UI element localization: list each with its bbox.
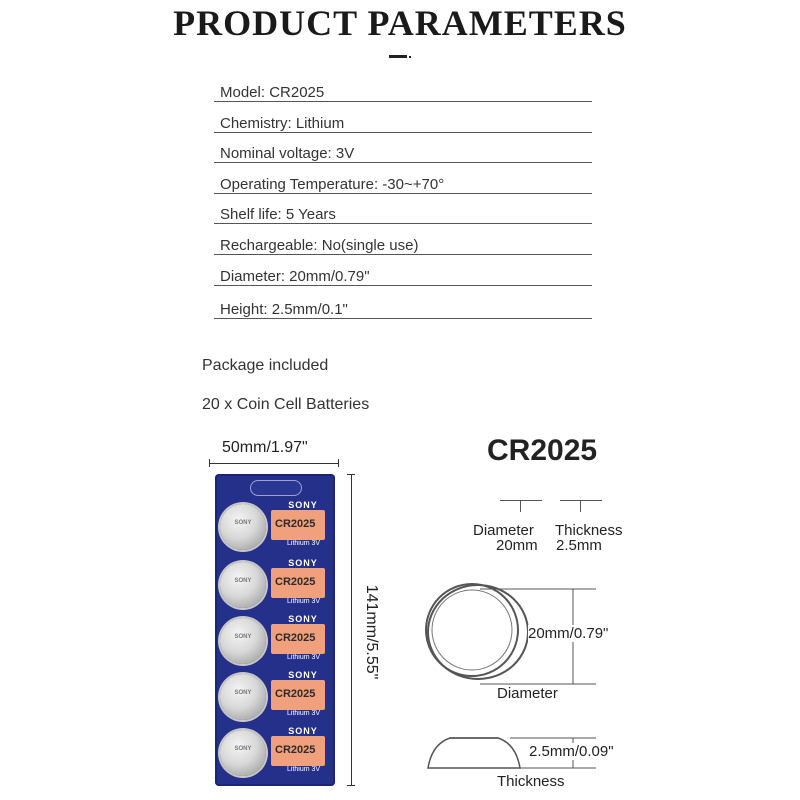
cell-sub: Lithium 3V <box>287 710 321 717</box>
pack-height-tick-top <box>347 474 355 475</box>
cell-sub: Lithium 3V <box>287 654 321 661</box>
pack-width-label: 50mm/1.97" <box>222 439 308 456</box>
cell-model: CR2025 <box>275 576 316 588</box>
thickness-marker-line <box>560 500 602 501</box>
coin-cell-icon <box>220 674 266 720</box>
cell-model: CR2025 <box>275 744 316 756</box>
brand-logo: SONY <box>288 500 318 510</box>
cell-sub: Lithium 3V <box>287 540 321 547</box>
package-title: Package included <box>202 357 329 374</box>
param-text: Shelf life: 5 Years <box>220 206 336 223</box>
diameter-head: Diameter <box>473 522 534 539</box>
coin-mark: SONY <box>234 746 252 752</box>
diameter-marker-line <box>500 500 542 501</box>
battery-slot <box>215 726 335 782</box>
battery-slot <box>215 670 335 726</box>
hang-tab <box>250 480 302 496</box>
param-text: Chemistry: Lithium <box>220 115 345 132</box>
param-row-shelf-life <box>214 199 592 224</box>
diameter-value: 20mm <box>496 537 538 554</box>
coin-cell-icon <box>220 730 266 776</box>
model-heading: CR2025 <box>487 434 598 467</box>
battery-slot <box>215 558 335 614</box>
coin-mark: SONY <box>234 578 252 584</box>
battery-slot <box>215 500 335 556</box>
brand-logo: SONY <box>288 726 318 736</box>
brand-logo: SONY <box>288 558 318 568</box>
package-item: 20 x Coin Cell Batteries <box>202 396 370 413</box>
coin-cell-icon <box>220 562 266 608</box>
cell-model: CR2025 <box>275 632 316 644</box>
coin-mark: SONY <box>234 690 252 696</box>
thickness-head: Thickness <box>555 522 623 539</box>
cell-sub: Lithium 3V <box>287 598 321 605</box>
param-row-diameter <box>214 261 592 286</box>
coin-mark: SONY <box>234 520 252 526</box>
param-row-chemistry <box>214 108 592 133</box>
cell-label <box>271 736 325 766</box>
page-title: PRODUCT PARAMETERS <box>173 3 627 43</box>
cell-label <box>271 624 325 654</box>
coin-face-rim <box>428 585 528 679</box>
cell-label <box>271 510 325 540</box>
pack-height-tick-bottom <box>347 785 355 786</box>
pack-width-tick-right <box>338 459 339 467</box>
param-row-rechargeable <box>214 230 592 255</box>
face-caption: Diameter <box>497 685 558 702</box>
brand-logo: SONY <box>288 670 318 680</box>
side-dimension-label: 2.5mm/0.09" <box>529 743 614 760</box>
cell-model: CR2025 <box>275 688 316 700</box>
thickness-value: 2.5mm <box>556 537 602 554</box>
cell-sub: Lithium 3V <box>287 766 321 773</box>
title-divider <box>389 55 407 58</box>
param-text: Nominal voltage: 3V <box>220 145 355 162</box>
diameter-marker-tick <box>520 500 521 512</box>
coin-mark: SONY <box>234 634 252 640</box>
param-row-voltage <box>214 138 592 163</box>
battery-slot <box>215 614 335 670</box>
coin-cell-icon <box>220 504 266 550</box>
pack-width-line <box>209 463 339 464</box>
side-caption: Thickness <box>497 773 565 790</box>
title-divider-dot <box>409 56 411 58</box>
coin-side-profile <box>428 738 520 768</box>
param-text: Rechargeable: No(single use) <box>220 237 419 254</box>
brand-logo: SONY <box>288 614 318 624</box>
param-row-temperature <box>214 169 592 194</box>
face-dimension-label: 20mm/0.79" <box>528 625 609 642</box>
coin-face-inner <box>432 590 512 670</box>
battery-blister-pack <box>215 474 335 786</box>
cell-label <box>271 680 325 710</box>
pack-height-line <box>351 474 352 786</box>
thickness-marker-tick <box>580 500 581 512</box>
param-text: Diameter: 20mm/0.79" <box>220 268 370 285</box>
pack-height-label: 141mm/5.55" <box>363 584 380 680</box>
param-row-model <box>214 77 592 102</box>
param-text: Model: CR2025 <box>220 84 325 101</box>
param-text: Operating Temperature: -30~+70° <box>220 176 445 193</box>
pack-width-tick-left <box>209 459 210 467</box>
coin-cell-icon <box>220 618 266 664</box>
param-text: Height: 2.5mm/0.1" <box>220 301 348 318</box>
param-row-height <box>214 294 592 319</box>
cell-model: CR2025 <box>275 518 316 530</box>
cell-label <box>271 568 325 598</box>
